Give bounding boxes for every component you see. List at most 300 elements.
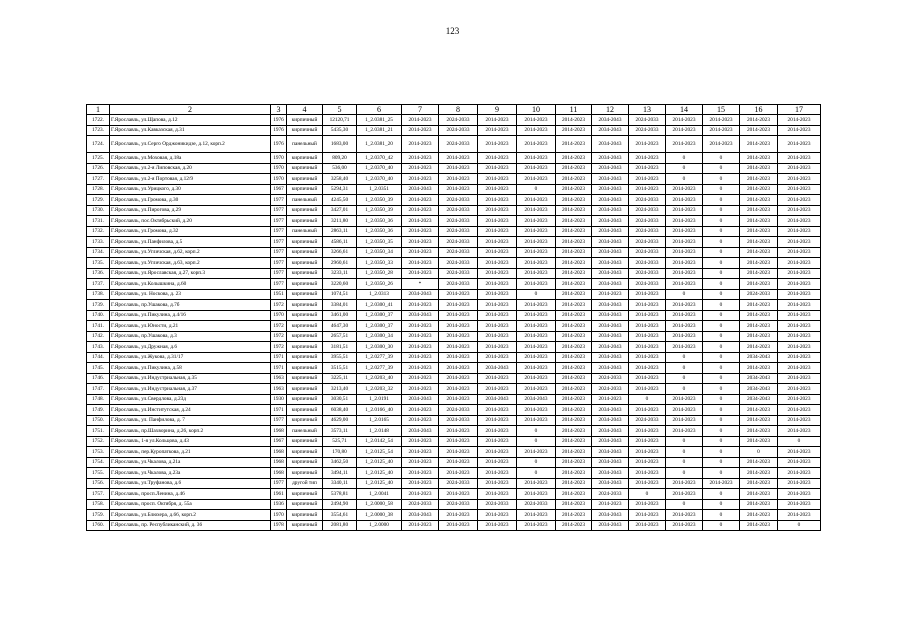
table-cell: 2014-2023 (478, 125, 517, 136)
table-cell: 2014-2023 (629, 300, 666, 311)
table-cell: 2014-2023 (478, 226, 517, 237)
table-cell: 1977 (271, 478, 287, 489)
table-cell: 1_2.0191 (357, 394, 402, 405)
table-row (87, 331, 821, 342)
table-cell: 2034-2043 (592, 405, 629, 416)
table-cell: 2960,61 (323, 258, 357, 269)
table-cell: 2014-2023 (517, 268, 556, 279)
table-cell: 2014-2023 (517, 136, 556, 153)
column-header-14: 14 (666, 105, 703, 115)
table-cell: 2014-2023 (478, 468, 517, 479)
table-cell: 2014-2023 (402, 342, 439, 353)
table-cell: 2014-2023 (666, 300, 703, 311)
table-cell: 2014-2023 (740, 125, 778, 136)
table-cell: 1743. (87, 342, 110, 353)
table-cell: 2014-2023 (439, 384, 478, 395)
table-cell: 1732. (87, 226, 110, 237)
table-cell: кирпичный (287, 153, 323, 164)
table-cell: 1977 (271, 205, 287, 216)
table-cell: 1968 (271, 457, 287, 468)
table-cell: 1751. (87, 426, 110, 437)
table-cell: 2014-2023 (402, 415, 439, 426)
table-cell: 1746. (87, 373, 110, 384)
table-cell: 1737. (87, 279, 110, 290)
table-cell: 2024-2033 (629, 195, 666, 206)
table-cell: 2034-2043 (592, 436, 629, 447)
table-cell: 1970 (271, 153, 287, 164)
table-cell: 2024-2033 (439, 195, 478, 206)
table-cell: Г.Ярославль, ул.Колышкина, д.60 (110, 279, 271, 290)
table-cell: 3220,60 (323, 279, 357, 290)
table-row (87, 136, 821, 153)
table-cell: 1_2.0350_26 (357, 279, 402, 290)
table-cell: 1750. (87, 415, 110, 426)
table-cell: 1738. (87, 289, 110, 300)
table-cell: 0 (703, 468, 740, 479)
table-cell: 3494,11 (323, 468, 357, 479)
table-cell: 2014-2023 (478, 384, 517, 395)
table-cell: кирпичный (287, 205, 323, 216)
table-row (87, 310, 821, 321)
table-cell: 0 (703, 184, 740, 195)
table-cell: 2024-2033 (629, 415, 666, 426)
table-cell: 0 (703, 321, 740, 332)
table-cell: 2034-2043 (592, 258, 629, 269)
table-row (87, 489, 821, 500)
table-cell: 2034-2043 (592, 247, 629, 258)
table-cell: 2014-2023 (556, 216, 592, 227)
table-cell: 1_2.0125_54 (357, 447, 402, 458)
table-cell: 2014-2023 (778, 258, 821, 269)
table-cell: 0 (703, 489, 740, 500)
table-cell: 2034-2043 (740, 394, 778, 405)
table-cell: 2014-2023 (517, 279, 556, 290)
table-cell: 0 (703, 447, 740, 458)
table-cell: 2014-2023 (402, 153, 439, 164)
table-cell: 2014-2023 (778, 415, 821, 426)
table-cell: 2014-2023 (478, 510, 517, 521)
table-cell: 2014-2023 (556, 342, 592, 353)
table-cell: 2014-2023 (556, 279, 592, 290)
table-cell: кирпичный (287, 115, 323, 126)
table-cell: 2014-2023 (740, 163, 778, 174)
table-cell: 2014-2023 (666, 115, 703, 126)
table-cell: 2034-2043 (592, 520, 629, 531)
table-cell: 1_2.0350_39 (357, 205, 402, 216)
table-cell: 2024-2033 (439, 478, 478, 489)
table-cell: 1728. (87, 184, 110, 195)
table-cell: 2014-2023 (740, 363, 778, 374)
table-cell: 1_2.0350_35 (357, 237, 402, 248)
table-cell: 2014-2023 (556, 520, 592, 531)
table-cell: 1976 (271, 115, 287, 126)
table-cell: 2014-2023 (629, 478, 666, 489)
table-cell: 2014-2023 (556, 310, 592, 321)
table-cell: Г.Ярославль, ул. Панфилова, д. 7 (110, 415, 271, 426)
table-cell: 2024-2033 (439, 279, 478, 290)
table-cell: 2014-2023 (629, 184, 666, 195)
table-cell: 1977 (271, 247, 287, 258)
table-cell: 2014-2023 (402, 216, 439, 227)
table-cell: кирпичный (287, 247, 323, 258)
table-row (87, 237, 821, 248)
table-cell: 170,80 (323, 447, 357, 458)
table-cell: 2014-2023 (556, 268, 592, 279)
table-cell: 2014-2023 (556, 115, 592, 126)
table-cell: 0 (703, 237, 740, 248)
table-cell: 1_2.0350_33 (357, 258, 402, 269)
table-cell: Г.Ярославль, ул.Институтская, д.24 (110, 405, 271, 416)
table-cell: 2014-2023 (402, 352, 439, 363)
table-cell: 2014-2023 (402, 457, 439, 468)
table-cell: 0 (703, 405, 740, 416)
column-header-13: 13 (629, 105, 666, 115)
table-cell: 2014-2023 (740, 184, 778, 195)
column-header-6: 6 (357, 105, 402, 115)
table-cell: 3384,01 (323, 300, 357, 311)
table-cell: 1_2.0370_40 (357, 174, 402, 185)
page-number: 123 (445, 26, 460, 36)
table-cell: 2014-2023 (517, 115, 556, 126)
table-cell: 1971 (271, 405, 287, 416)
table-cell: 2014-2023 (402, 258, 439, 269)
table-cell: 2014-2023 (517, 520, 556, 531)
table-cell: 1_2.0300_41 (357, 300, 402, 311)
table-cell: 2014-2023 (439, 510, 478, 521)
table-cell: Г.Ярославль, пер.Куропаткова, д.21 (110, 447, 271, 458)
table-cell: 2014-2023 (402, 447, 439, 458)
table-row (87, 258, 821, 269)
table-cell: 2014-2023 (517, 352, 556, 363)
column-header-4: 4 (287, 105, 323, 115)
table-cell: 2014-2023 (517, 373, 556, 384)
table-cell: 3266,61 (323, 247, 357, 258)
table-cell: 2014-2023 (478, 136, 517, 153)
table-cell: 1970 (271, 510, 287, 521)
column-header-3: 3 (271, 105, 287, 115)
table-cell: 2014-2023 (478, 457, 517, 468)
table-cell: 1747. (87, 384, 110, 395)
table-cell: 2014-2023 (478, 268, 517, 279)
table-cell: 2024-2033 (629, 258, 666, 269)
table-cell: 2034-2043 (592, 457, 629, 468)
table-cell: 1968 (271, 468, 287, 479)
table-cell: 1977 (271, 415, 287, 426)
table-cell: 2014-2023 (740, 520, 778, 531)
table-cell: 0 (703, 310, 740, 321)
table-cell: 2014-2023 (703, 478, 740, 489)
table-cell: 0 (703, 342, 740, 353)
table-cell: 1_2.0381_20 (357, 136, 402, 153)
table-cell: 2014-2023 (556, 289, 592, 300)
table-cell: 2014-2023 (517, 195, 556, 206)
column-header-2: 2 (110, 105, 271, 115)
table-row (87, 321, 821, 332)
table-cell: 2024-2033 (629, 279, 666, 290)
table-cell: 2014-2023 (439, 457, 478, 468)
column-header-8: 8 (439, 105, 478, 115)
table-cell: 0 (703, 216, 740, 227)
table-row (87, 195, 821, 206)
table-cell: кирпичный (287, 352, 323, 363)
table-cell: 2014-2023 (666, 415, 703, 426)
table-row (87, 174, 821, 185)
table-cell: Г.Ярославль, ул.Урицкого, д.30 (110, 184, 271, 195)
table-cell: 2034-2043 (402, 394, 439, 405)
table-row (87, 153, 821, 164)
column-header-16: 16 (740, 105, 778, 115)
table-cell: 2014-2023 (666, 184, 703, 195)
table-cell: 0 (666, 499, 703, 510)
table-cell: 2014-2023 (703, 115, 740, 126)
table-cell: 2014-2023 (778, 216, 821, 227)
table-cell: 2034-2043 (402, 310, 439, 321)
table-cell: 2014-2023 (439, 300, 478, 311)
table-cell: 0 (703, 258, 740, 269)
table-cell: другой тип (287, 478, 323, 489)
table-cell: 2034-2043 (478, 394, 517, 405)
table-cell: 2024-2033 (629, 268, 666, 279)
table-cell: 1_2.0351 (357, 184, 402, 195)
table-cell: 2024-2033 (439, 216, 478, 227)
table-cell: 2024-2033 (439, 125, 478, 136)
table-cell: 2034-2043 (592, 363, 629, 374)
table-cell: 2014-2023 (439, 468, 478, 479)
table-cell: 2024-2033 (629, 237, 666, 248)
table-cell: 1_2.0125_40 (357, 457, 402, 468)
table-header (87, 105, 821, 115)
table-cell: 5378,81 (323, 489, 357, 500)
table-cell: 2014-2023 (778, 394, 821, 405)
table-cell: Г.Ярославль, ул.Ярославская, д.27, корп.3 (110, 268, 271, 279)
table-cell: 2014-2023 (629, 447, 666, 458)
table-cell: 2034-2043 (592, 415, 629, 426)
table-cell: 2034-2043 (592, 300, 629, 311)
table-row (87, 478, 821, 489)
table-cell: 3030,51 (323, 394, 357, 405)
table-cell: 2014-2023 (402, 436, 439, 447)
table-cell: 2034-2043 (592, 447, 629, 458)
table-cell: 1725. (87, 153, 110, 164)
table-cell: 2014-2023 (666, 331, 703, 342)
table-cell: 2014-2023 (402, 226, 439, 237)
table-cell: 1736. (87, 268, 110, 279)
table-cell: 1968 (271, 447, 287, 458)
table-cell: 0 (703, 457, 740, 468)
table-cell: 0 (517, 436, 556, 447)
table-cell: 1_2.0381_25 (357, 115, 402, 126)
table-cell: 2014-2023 (666, 216, 703, 227)
table-cell: 2014-2023 (740, 205, 778, 216)
table-cell: 0 (778, 436, 821, 447)
table-cell: 2014-2023 (778, 247, 821, 258)
table-cell: 1_2.0370_42 (357, 153, 402, 164)
table-cell: 1976 (271, 136, 287, 153)
table-cell: 0 (517, 184, 556, 195)
table-cell: 4586,11 (323, 237, 357, 248)
table-cell: 2014-2023 (402, 321, 439, 332)
table-cell: 2014-2023 (439, 153, 478, 164)
table-cell: 1_2.0313 (357, 289, 402, 300)
table-cell: 1_2.0203_32 (357, 384, 402, 395)
table-cell: 2014-2023 (478, 373, 517, 384)
table-cell: 2014-2023 (517, 415, 556, 426)
table-cell: 3955,51 (323, 352, 357, 363)
table-cell: 2024-2033 (439, 205, 478, 216)
table-cell: 2014-2023 (592, 289, 629, 300)
table-cell: 1_2.0203_40 (357, 373, 402, 384)
table-cell: 2014-2023 (556, 205, 592, 216)
table-cell: 1754. (87, 457, 110, 468)
table-cell: 2014-2023 (517, 331, 556, 342)
table-cell: 2014-2023 (478, 247, 517, 258)
table-cell: 1972 (271, 300, 287, 311)
table-cell: 2014-2023 (778, 136, 821, 153)
table-cell: 2024-2033 (439, 136, 478, 153)
table-cell: 1_2.0300_37 (357, 321, 402, 332)
table-cell: 2034-2043 (517, 394, 556, 405)
table-cell: 2014-2023 (478, 520, 517, 531)
table-cell: 2014-2023 (402, 136, 439, 153)
table-cell: 2014-2023 (778, 352, 821, 363)
table-cell: 2014-2023 (478, 216, 517, 227)
table-cell: 0 (703, 205, 740, 216)
table-cell: 2014-2023 (478, 115, 517, 126)
table-cell: 2014-2023 (556, 258, 592, 269)
table-cell: 0 (666, 468, 703, 479)
table-cell: Г.Ярославль, ул.Моховая, д.18а (110, 153, 271, 164)
table-row (87, 363, 821, 374)
table-cell: Г.Ярославль, ул.Индустриальная, д.35 (110, 373, 271, 384)
table-cell: 2014-2023 (666, 394, 703, 405)
table-cell: 2014-2023 (556, 136, 592, 153)
table-cell: 2014-2023 (740, 499, 778, 510)
table-cell: 2014-2023 (556, 384, 592, 395)
column-header-12: 12 (592, 105, 629, 115)
table-cell: кирпичный (287, 174, 323, 185)
table-cell: 2034-2043 (592, 342, 629, 353)
table-cell: 2014-2023 (592, 394, 629, 405)
table-cell: 4245,50 (323, 195, 357, 206)
table-cell: 0 (666, 373, 703, 384)
table-cell: 2034-2043 (402, 184, 439, 195)
table-cell: 1_2.0125_40 (357, 478, 402, 489)
column-header-1: 1 (87, 105, 110, 115)
table-cell: 2014-2023 (666, 321, 703, 332)
table-cell: 3211,80 (323, 216, 357, 227)
table-cell: 2014-2023 (556, 415, 592, 426)
table-cell: кирпичный (287, 457, 323, 468)
table-cell: 1977 (271, 258, 287, 269)
table-cell: 2014-2023 (592, 499, 629, 510)
table-cell: 2034-2043 (592, 226, 629, 237)
table-cell: 2014-2023 (439, 289, 478, 300)
table-cell: 2014-2023 (740, 226, 778, 237)
table-cell: 4647,30 (323, 321, 357, 332)
table-cell: 2014-2023 (778, 226, 821, 237)
table-cell: 2014-2023 (556, 331, 592, 342)
table-cell: кирпичный (287, 331, 323, 342)
table-cell: 2014-2023 (629, 289, 666, 300)
table-cell: 2014-2023 (556, 363, 592, 374)
table-cell: 2014-2023 (556, 237, 592, 248)
table-cell: 2014-2023 (517, 258, 556, 269)
table-cell: 0 (703, 499, 740, 510)
table-cell: кирпичный (287, 279, 323, 290)
table-cell: Г.Ярославль, пр.Ушакова, д.7б (110, 300, 271, 311)
table-row (87, 205, 821, 216)
table-cell: 1977 (271, 279, 287, 290)
table-cell: Г.Ярославль, ул.Труфанова, д.6 (110, 478, 271, 489)
table-cell: 2014-2023 (556, 478, 592, 489)
table-cell: 2014-2023 (439, 363, 478, 374)
table-cell: 2014-2023 (556, 247, 592, 258)
table-cell: 1722. (87, 115, 110, 126)
table-cell: кирпичный (287, 216, 323, 227)
table-cell: Г.Ярославль, пр. Республиканский, д. 36 (110, 520, 271, 531)
table-cell: 2014-2023 (556, 489, 592, 500)
table-cell: 2014-2023 (629, 174, 666, 185)
table-cell: Г.Ярославль, ул.2-я Липовская, д.20 (110, 163, 271, 174)
table-cell: 2014-2023 (778, 457, 821, 468)
table-cell: 2034-2043 (592, 174, 629, 185)
table-cell: кирпичный (287, 310, 323, 321)
table-cell: 2014-2023 (478, 300, 517, 311)
table-cell: 2014-2023 (666, 195, 703, 206)
table-cell: 2014-2023 (629, 468, 666, 479)
table-cell: Г.Ярославль, ул.Жукова, д.31/17 (110, 352, 271, 363)
table-cell: 2014-2023 (629, 321, 666, 332)
table-cell: панельный (287, 426, 323, 437)
table-cell: 2014-2023 (778, 373, 821, 384)
table-cell: 2024-2033 (439, 405, 478, 416)
table-cell: Г.Ярославль, ул.Дружная, д.6 (110, 342, 271, 353)
table-cell: 2014-2023 (478, 489, 517, 500)
table-row (87, 115, 821, 126)
table-cell: 1972 (271, 331, 287, 342)
table-cell: 1739. (87, 300, 110, 311)
table-cell: 2014-2023 (478, 163, 517, 174)
table-cell: 2024-2033 (629, 125, 666, 136)
table-cell: 2014-2023 (402, 405, 439, 416)
table-cell: 1_2.0041 (357, 489, 402, 500)
table-cell: 2014-2023 (666, 237, 703, 248)
table-cell: 0 (703, 510, 740, 521)
table-cell: 2024-2033 (439, 115, 478, 126)
table-cell: 2014-2023 (666, 226, 703, 237)
table-cell: 2014-2023 (740, 279, 778, 290)
table-cell: 2014-2023 (478, 174, 517, 185)
table-cell: 0 (703, 352, 740, 363)
table-cell: 2014-2023 (556, 300, 592, 311)
table-cell: 2014-2023 (666, 520, 703, 531)
table-cell: 2014-2023 (478, 478, 517, 489)
table-cell: 2014-2023 (478, 321, 517, 332)
table-cell: 2034-2043 (740, 352, 778, 363)
table-cell: Г.Ярославль, ул.Громова, д.30 (110, 195, 271, 206)
table-cell: 1730. (87, 205, 110, 216)
table-cell: 1731. (87, 216, 110, 227)
table-cell: 2014-2023 (703, 125, 740, 136)
table-body (87, 115, 821, 531)
table-cell: 2014-2023 (778, 468, 821, 479)
table-cell: 1742. (87, 331, 110, 342)
table-cell: 2014-2023 (666, 136, 703, 153)
table-cell: 2014-2023 (666, 205, 703, 216)
table-cell: 0 (666, 436, 703, 447)
table-cell: 2014-2023 (629, 136, 666, 153)
table-cell: 2034-2043 (592, 195, 629, 206)
